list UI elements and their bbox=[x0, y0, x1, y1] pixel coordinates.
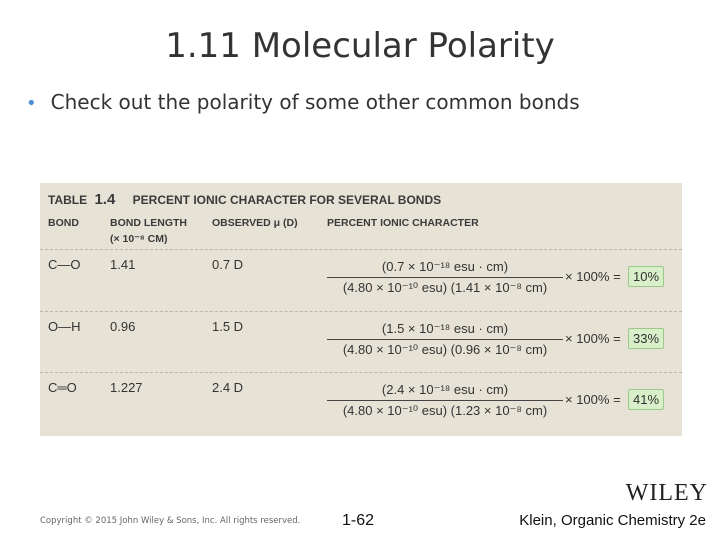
page-number: 1-62 bbox=[342, 512, 375, 529]
slide-title: 1.11 Molecular Polarity bbox=[165, 26, 555, 66]
row-observed: 0.7 D bbox=[212, 257, 244, 272]
row-length: 1.227 bbox=[110, 380, 143, 395]
formula-denominator: (4.80 × 10⁻¹⁰ esu) (1.41 × 10⁻⁸ cm) bbox=[342, 280, 548, 295]
row-bond: C—O bbox=[48, 257, 81, 272]
header-bond-length bbox=[110, 215, 187, 247]
row-multiplier: × 100% = bbox=[565, 392, 621, 407]
bullet-text: Check out the polarity of some other common bonds bbox=[50, 90, 580, 114]
header-percent: PERCENT IONIC CHARACTER bbox=[327, 217, 479, 229]
header-observed: OBSERVED μ (D) bbox=[212, 217, 298, 229]
header-bond-length-line2: (× 10⁻⁸ CM) bbox=[110, 233, 168, 245]
row-result: 33% bbox=[628, 328, 664, 349]
header-bond: BOND bbox=[48, 217, 79, 229]
row-formula bbox=[327, 321, 563, 358]
bullet-point bbox=[26, 90, 706, 114]
row-multiplier: × 100% = bbox=[565, 331, 621, 346]
copyright-notice: Copyright © 2015 John Wiley & Sons, Inc. All rights reserved. bbox=[40, 516, 301, 526]
header-bond-length-line1: BOND LENGTH bbox=[110, 217, 187, 229]
table-label: TABLE bbox=[48, 193, 88, 207]
formula-numerator: (1.5 × 10⁻¹⁸ esu · cm) bbox=[327, 321, 563, 340]
row-result: 10% bbox=[628, 266, 664, 287]
ionic-character-table bbox=[40, 183, 682, 436]
row-bond: C═O bbox=[48, 380, 77, 395]
bullet-dot-icon: • bbox=[26, 93, 37, 114]
row-length: 0.96 bbox=[110, 319, 136, 334]
table-number: 1.4 bbox=[94, 191, 116, 208]
row-length: 1.41 bbox=[110, 257, 136, 272]
row-result: 41% bbox=[628, 389, 664, 410]
row-bond: O—H bbox=[48, 319, 81, 334]
table-caption bbox=[48, 191, 441, 208]
book-citation: Klein, Organic Chemistry 2e bbox=[519, 512, 706, 529]
formula-numerator: (0.7 × 10⁻¹⁸ esu · cm) bbox=[327, 259, 563, 278]
row-divider bbox=[40, 249, 682, 250]
formula-denominator: (4.80 × 10⁻¹⁰ esu) (1.23 × 10⁻⁸ cm) bbox=[342, 403, 548, 418]
row-formula bbox=[327, 259, 563, 296]
wiley-logo: WILEY bbox=[625, 480, 708, 506]
row-observed: 1.5 D bbox=[212, 319, 244, 334]
table-caption-text: PERCENT IONIC CHARACTER FOR SEVERAL BONDS bbox=[132, 193, 442, 207]
formula-numerator: (2.4 × 10⁻¹⁸ esu · cm) bbox=[327, 382, 563, 401]
row-formula bbox=[327, 382, 563, 419]
row-multiplier: × 100% = bbox=[565, 269, 621, 284]
formula-denominator: (4.80 × 10⁻¹⁰ esu) (0.96 × 10⁻⁸ cm) bbox=[342, 342, 548, 357]
row-divider bbox=[40, 372, 682, 373]
row-observed: 2.4 D bbox=[212, 380, 244, 395]
row-divider bbox=[40, 311, 682, 312]
